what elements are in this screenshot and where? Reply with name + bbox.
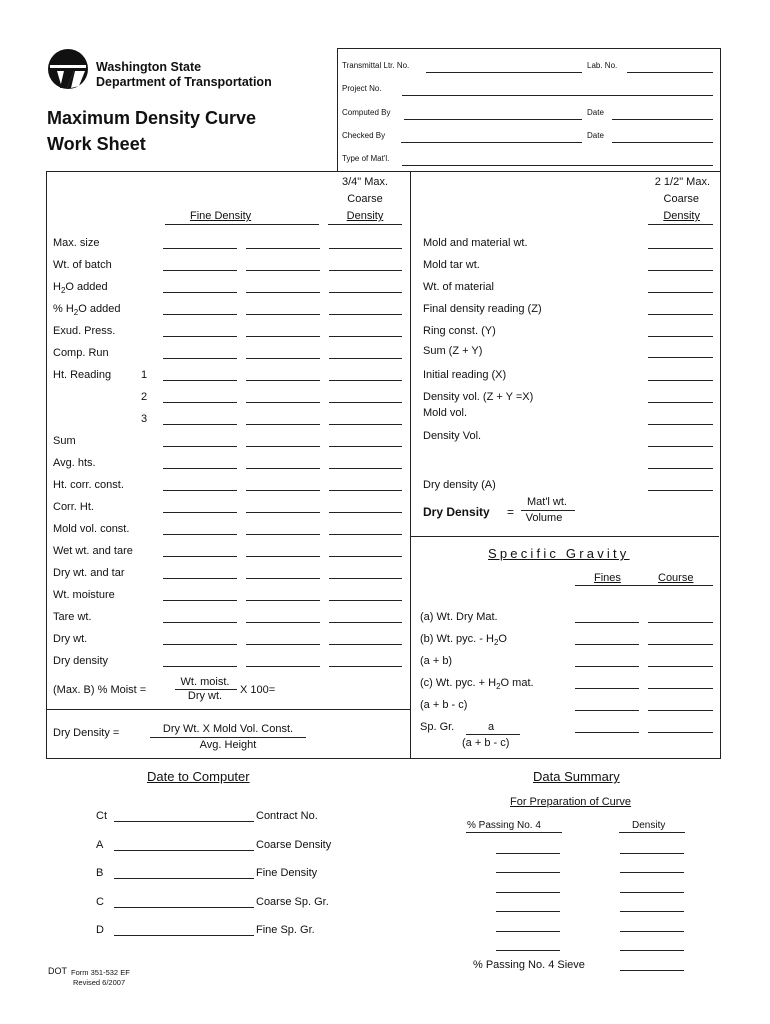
summary-field-passing[interactable] (496, 950, 560, 951)
row-wet-wt-tare: Wet wt. and tare (53, 545, 133, 557)
summary-col-passing: % Passing No. 4 (467, 820, 541, 831)
fine-density-header: Fine Density (190, 210, 252, 222)
sg-row-b: (b) Wt. pyc. - $H_2O$ (420, 633, 507, 648)
sg-row-c: (c) Wt. pyc. + $H_2O$ mat. (420, 677, 534, 692)
left-field-fine2[interactable] (246, 666, 320, 667)
right-dry-density-numerator: Mat'l wt. (527, 496, 567, 508)
summary-col-passing-underline (466, 832, 562, 833)
row-mold-vol: Mold vol. (423, 407, 468, 419)
right-header-underline (648, 224, 713, 225)
left-field-coarse[interactable] (329, 270, 402, 271)
coarse-header-line1: 3/4" Max. (341, 176, 389, 188)
row-wt-material: Wt. of material (423, 281, 494, 293)
left-field-coarse[interactable] (329, 622, 402, 623)
left-field-fine1[interactable] (163, 490, 237, 491)
left-field-fine1[interactable] (163, 424, 237, 425)
right-field-coarse[interactable] (648, 357, 713, 358)
left-field-coarse[interactable] (329, 358, 402, 359)
left-field-coarse[interactable] (329, 424, 402, 425)
row-final-density-reading: Final density reading (Z) (423, 303, 542, 315)
dry-density-formula-bar (150, 737, 306, 738)
checked-date-label: Date (587, 131, 604, 140)
form-number: Form 351-532 EF (71, 968, 130, 977)
computer-item-field[interactable] (114, 907, 254, 908)
project-label: Project No. (342, 84, 382, 93)
computer-item-key: C (96, 895, 104, 908)
left-field-coarse[interactable] (329, 600, 402, 601)
computed-by-label: Computed By (342, 108, 391, 117)
left-field-fine2[interactable] (246, 270, 320, 271)
summary-field-passing[interactable] (496, 931, 560, 932)
sg-header-underline (575, 585, 713, 586)
row-density-vol-zyx: Density vol. (Z + Y =X) (423, 391, 534, 403)
computer-item-field[interactable] (114, 850, 254, 851)
right-dry-density-label: Dry Density (423, 505, 490, 519)
data-summary-subtitle: For Preparation of Curve (510, 796, 632, 808)
row-ht-reading: Ht. Reading (53, 369, 112, 381)
left-field-fine1[interactable] (163, 358, 237, 359)
left-field-coarse[interactable] (329, 666, 402, 667)
left-field-coarse[interactable] (329, 336, 402, 337)
computed-by-field[interactable] (404, 119, 582, 120)
right-header-line1: 2 1/2" Max. (654, 176, 710, 188)
sg-row-ab: (a + b) (420, 655, 453, 667)
right-header-line2: Coarse (663, 193, 699, 205)
left-field-fine1[interactable] (163, 666, 237, 667)
left-field-fine1[interactable] (163, 578, 237, 579)
ht-reading-num-2: 2 (141, 391, 148, 403)
material-type-label: Type of Mat'l. (342, 154, 390, 163)
form-revised: Revised 6/2007 (73, 978, 126, 987)
sg-spgr-label: Sp. Gr. (420, 721, 455, 733)
summary-field-passing[interactable] (496, 853, 560, 854)
moisture-formula-denominator: Dry wt. (187, 690, 223, 702)
row-corr-ht: Corr. Ht. (53, 501, 94, 513)
sg-field-fines[interactable] (575, 732, 639, 733)
right-field-coarse[interactable] (648, 380, 713, 381)
date-to-computer-title: Date to Computer (147, 769, 250, 784)
ht-reading-num-3: 3 (141, 413, 148, 425)
row-dry-density: Dry density (53, 655, 109, 667)
summary-field-density[interactable] (620, 853, 684, 854)
right-dry-density-equals: = (507, 505, 515, 519)
dry-density-formula-numerator: Dry Wt. X Mold Vol. Const. (162, 723, 294, 735)
moisture-formula-mult: X 100= (240, 684, 276, 696)
left-field-fine1[interactable] (163, 600, 237, 601)
sg-field-course[interactable] (648, 688, 713, 689)
left-field-fine2[interactable] (246, 534, 320, 535)
right-field-coarse[interactable] (648, 446, 713, 447)
coarse-header-underline (328, 224, 402, 225)
left-field-fine1[interactable] (163, 556, 237, 557)
checked-date-field[interactable] (612, 142, 713, 143)
row-dry-wt-tar: Dry wt. and tar (53, 567, 125, 579)
computer-item-label: Fine Density (256, 867, 318, 879)
right-mid-divider (410, 536, 719, 537)
left-field-coarse[interactable] (329, 314, 402, 315)
lab-no-label: Lab. No. (587, 61, 618, 70)
left-field-fine1[interactable] (163, 468, 237, 469)
left-field-fine1[interactable] (163, 402, 237, 403)
transmittal-label: Transmittal Ltr. No. (342, 61, 410, 70)
computer-item-field[interactable] (114, 878, 254, 879)
left-field-coarse[interactable] (329, 292, 402, 293)
summary-field-density[interactable] (620, 872, 684, 873)
left-field-coarse[interactable] (329, 446, 402, 447)
computer-item-field[interactable] (114, 935, 254, 936)
row-sum: Sum (53, 435, 76, 447)
row-mold-vol-const: Mold vol. const. (53, 523, 130, 535)
right-field-coarse[interactable] (648, 270, 713, 271)
left-field-fine2[interactable] (246, 424, 320, 425)
right-field-coarse[interactable] (648, 336, 713, 337)
sg-field-course[interactable] (648, 710, 713, 711)
left-field-coarse[interactable] (329, 644, 402, 645)
left-field-fine1[interactable] (163, 292, 237, 293)
right-field-coarse[interactable] (648, 424, 713, 425)
row-h2o-added: $H_2O$ added (53, 281, 108, 296)
row-dry-density-a: Dry density (A) (423, 479, 496, 491)
left-field-fine1[interactable] (163, 512, 237, 513)
left-field-coarse[interactable] (329, 380, 402, 381)
left-field-coarse[interactable] (329, 534, 402, 535)
wsdot-logo-icon (47, 48, 89, 90)
summary-sieve-label: % Passing No. 4 Sieve (473, 959, 585, 971)
computed-date-field[interactable] (612, 119, 713, 120)
left-field-fine1[interactable] (163, 336, 237, 337)
summary-field-density[interactable] (620, 892, 684, 893)
sg-spgr-numerator: a (487, 721, 495, 733)
form-prefix: DOT (48, 966, 67, 976)
sg-row-abc: (a + b - c) (420, 699, 468, 711)
left-field-coarse[interactable] (329, 512, 402, 513)
right-field-coarse[interactable] (648, 248, 713, 249)
left-field-coarse[interactable] (329, 490, 402, 491)
computer-item-field[interactable] (114, 821, 254, 822)
left-field-fine2[interactable] (246, 336, 320, 337)
right-dry-density-bar (521, 510, 575, 511)
row-mold-tar-wt: Mold tar wt. (423, 259, 480, 271)
left-field-fine2[interactable] (246, 512, 320, 513)
left-field-fine2[interactable] (246, 600, 320, 601)
moisture-formula-numerator: Wt. moist. (180, 676, 230, 688)
sg-field-fines[interactable] (575, 688, 639, 689)
row-max-size: Max. size (53, 237, 100, 249)
left-field-fine1[interactable] (163, 270, 237, 271)
main-worksheet-box (46, 171, 721, 759)
left-field-fine2[interactable] (246, 248, 320, 249)
left-field-fine1[interactable] (163, 248, 237, 249)
row-wt-moisture: Wt. moisture (53, 589, 115, 601)
computer-item-label: Coarse Sp. Gr. (256, 895, 329, 908)
left-field-fine2[interactable] (246, 468, 320, 469)
sg-field-course[interactable] (648, 644, 713, 645)
computer-item-key: Ct (96, 810, 107, 822)
row-ring-const: Ring const. (Y) (423, 325, 496, 337)
row-pct-h2o-added: % $H_2O$ added (53, 303, 121, 318)
org-name-line1: Washington State (96, 60, 202, 74)
sg-field-fines[interactable] (575, 710, 639, 711)
left-field-fine2[interactable] (246, 358, 320, 359)
summary-field-density[interactable] (620, 911, 684, 912)
row-mold-material-wt: Mold and material wt. (423, 237, 528, 249)
summary-field-passing[interactable] (496, 892, 560, 893)
coarse-header-line3: Density (346, 210, 384, 222)
page-title-line1: Maximum Density Curve (47, 108, 257, 128)
transmittal-field[interactable] (426, 72, 582, 73)
page-title-line2: Work Sheet (47, 134, 146, 154)
right-field-coarse[interactable] (648, 490, 713, 491)
sg-spgr-bar (466, 734, 520, 735)
sg-field-fines[interactable] (575, 644, 639, 645)
left-field-fine1[interactable] (163, 380, 237, 381)
coarse-header-line2: Coarse (347, 193, 383, 205)
row-initial-reading: Initial reading (X) (423, 369, 507, 381)
sg-spgr-denominator: (a + b - c) (462, 737, 510, 749)
summary-field-density[interactable] (620, 931, 684, 932)
right-field-coarse[interactable] (648, 402, 713, 403)
right-field-coarse[interactable] (648, 314, 713, 315)
left-field-fine2[interactable] (246, 556, 320, 557)
ht-reading-num-1: 1 (141, 369, 148, 381)
specific-gravity-title: Specific Gravity (488, 546, 630, 561)
left-field-coarse[interactable] (329, 402, 402, 403)
computer-item-key: D (96, 924, 104, 936)
left-bottom-divider (46, 709, 410, 710)
checked-by-label: Checked By (342, 131, 386, 140)
summary-col-density: Density (632, 820, 666, 831)
left-field-fine2[interactable] (246, 314, 320, 315)
left-field-fine2[interactable] (246, 402, 320, 403)
row-wt-batch: Wt. of batch (53, 259, 112, 271)
sg-field-fines[interactable] (575, 622, 639, 623)
left-field-fine2[interactable] (246, 292, 320, 293)
sg-col-course: Course (658, 572, 694, 584)
main-center-divider (410, 171, 411, 758)
right-dry-density-denominator: Volume (525, 512, 563, 524)
summary-field-passing[interactable] (496, 872, 560, 873)
row-sum-zy: Sum (Z + Y) (423, 345, 483, 357)
lab-no-field[interactable] (627, 72, 713, 73)
sg-field-course[interactable] (648, 732, 713, 733)
dry-density-formula-label: Dry Density = (53, 727, 120, 739)
sg-field-course[interactable] (648, 622, 713, 623)
sg-field-course[interactable] (648, 666, 713, 667)
row-density-vol: Density Vol. (423, 430, 482, 442)
sg-field-fines[interactable] (575, 666, 639, 667)
moisture-formula-label: (Max. B) % Moist = (53, 684, 147, 696)
left-field-coarse[interactable] (329, 248, 402, 249)
left-field-coarse[interactable] (329, 556, 402, 557)
right-field-coarse[interactable] (648, 468, 713, 469)
left-field-fine2[interactable] (246, 490, 320, 491)
row-ht-corr-const: Ht. corr. const. (53, 479, 124, 491)
left-header-underline (165, 224, 319, 225)
project-field[interactable] (402, 95, 713, 96)
left-field-coarse[interactable] (329, 578, 402, 579)
row-tare-wt: Tare wt. (53, 611, 92, 623)
row-dry-wt: Dry wt. (53, 633, 88, 645)
sg-col-fines: Fines (594, 572, 621, 584)
checked-by-field[interactable] (401, 142, 582, 143)
summary-field-density[interactable] (620, 950, 684, 951)
left-field-fine2[interactable] (246, 446, 320, 447)
row-comp-run: Comp. Run (53, 347, 109, 359)
left-field-fine1[interactable] (163, 622, 237, 623)
left-field-fine2[interactable] (246, 644, 320, 645)
data-summary-title: Data Summary (533, 769, 620, 784)
right-header-line3: Density (663, 210, 700, 222)
dry-density-formula-denominator: Avg. Height (199, 739, 257, 751)
left-field-fine1[interactable] (163, 314, 237, 315)
computer-item-label: Coarse Density (256, 838, 332, 851)
summary-field-passing[interactable] (496, 911, 560, 912)
left-field-fine2[interactable] (246, 622, 320, 623)
org-name-line2: Department of Transportation (96, 75, 272, 89)
material-type-field[interactable] (402, 165, 713, 166)
left-field-fine1[interactable] (163, 644, 237, 645)
computer-item-key: B (96, 867, 104, 879)
computer-item-label: Fine Sp. Gr. (256, 924, 315, 936)
summary-col-density-underline (619, 832, 685, 833)
row-exud-press: Exud. Press. (53, 325, 116, 337)
computed-date-label: Date (587, 108, 604, 117)
left-field-fine1[interactable] (163, 446, 237, 447)
sg-row-a: (a) Wt. Dry Mat. (420, 611, 498, 623)
right-field-coarse[interactable] (648, 292, 713, 293)
row-avg-hts: Avg. hts. (53, 457, 96, 469)
computer-item-key: A (96, 838, 104, 851)
summary-sieve-field[interactable] (620, 970, 684, 971)
computer-item-label: Contract No. (256, 810, 318, 822)
left-field-fine2[interactable] (246, 578, 320, 579)
left-field-coarse[interactable] (329, 468, 402, 469)
left-field-fine1[interactable] (163, 534, 237, 535)
left-field-fine2[interactable] (246, 380, 320, 381)
